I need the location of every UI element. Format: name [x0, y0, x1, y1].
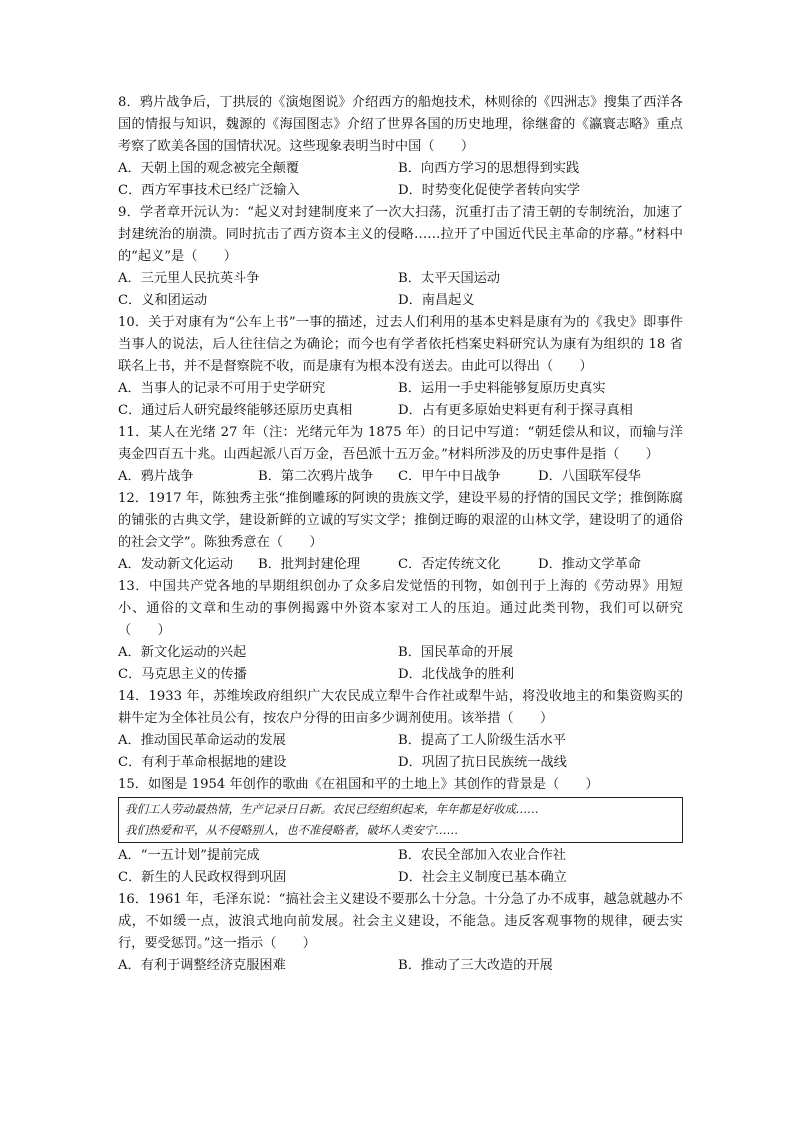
option-d: D．巩固了抗日民族统一战线 — [398, 755, 567, 770]
lyrics-line: 我们热爱和平，从不侵略别人，也不准侵略者，破坏人类安宁…… — [125, 823, 459, 837]
option-b: B．运用一手史料能够复原历史真实 — [398, 381, 606, 396]
question-13 — [118, 576, 683, 686]
question-stem: 15．如图是 1954 年创作的歌曲《在祖国和平的土地上》其创作的背景是（ ） — [118, 777, 599, 792]
question-8 — [118, 92, 683, 202]
song-lyrics-box — [118, 797, 683, 843]
option-d: D．推动文学革命 — [538, 557, 641, 572]
option-b: B．批判封建伦理 — [258, 557, 361, 572]
option-b: B．第二次鸦片战争 — [258, 469, 374, 484]
option-c: C．新生的人民政权得到巩固 — [118, 870, 287, 885]
question-14 — [118, 686, 683, 774]
question-12 — [118, 488, 683, 576]
option-b: B．国民革命的开展 — [398, 645, 514, 660]
option-d: D．时势变化促使学者转向实学 — [398, 183, 581, 198]
question-stem: 14．1933 年，苏维埃政府组织广大农民成立犁牛合作社或犁牛站，将没收地主的和集资购买的耕牛定为全体社员公有，按农户分得的田亩多少调剂使用。该举措（ ） — [118, 689, 683, 726]
question-options — [118, 268, 683, 312]
question-options — [118, 554, 683, 576]
option-a: A．有利于调整经济克服困难 — [118, 958, 286, 973]
option-b: B．农民全部加入农业合作社 — [398, 848, 566, 863]
option-a: A．“一五计划”提前完成 — [118, 848, 260, 863]
option-c: C．否定传统文化 — [398, 557, 501, 572]
question-stem: 16．1961 年，毛泽东说：“搞社会主义建设不要那么十分急。十分急了办不成事，越急就越办不成，不如缓一点，波浪式地向前发展。社会主义建设，不能急。违反客观事物的规律，硬去实行，要受惩罚。”这一指示（ ） — [118, 892, 683, 951]
option-a: A．推动国民革命运动的发展 — [118, 733, 286, 748]
option-c: C．有利于革命根据地的建设 — [118, 755, 287, 770]
option-d: D．南昌起义 — [398, 293, 475, 308]
question-options — [118, 730, 683, 774]
option-c: C．西方军事技术已经广泛输入 — [118, 183, 300, 198]
question-stem: 12．1917 年，陈独秀主张“推倒雕琢的阿谀的贵族文学，建设平易的抒情的国民文学；推倒陈腐的铺张的古典文学，建设新鲜的立诚的写实文学；推倒迂晦的艰涩的山林文学，建设明了的通俗的社会文学”。陈独秀意在（ ） — [118, 491, 683, 550]
option-b: B．推动了三大改造的开展 — [398, 958, 553, 973]
question-stem: 11．某人在光绪 27 年（注：光绪元年为 1875 年）的日记中写道：“朝廷偿从和议，而输与洋夷金四百五十兆。山西起派八百万金，吾邑派十五万金。”材料所涉及的历史事件是指（ ） — [118, 425, 683, 462]
question-options — [118, 642, 683, 686]
option-a: A．三元里人民抗英斗争 — [118, 271, 260, 286]
question-options — [118, 955, 683, 977]
option-a: A．发动新文化运动 — [118, 557, 234, 572]
question-stem: 9．学者章开沅认为：“起义对封建制度来了一次大扫荡，沉重打击了清王朝的专制统治，加速了封建统治的崩溃。同时抗击了西方资本主义的侵略……拉开了中国近代民主革命的序幕。”材料中的“起义”是（ ） — [118, 205, 683, 264]
option-d: D．占有更多原始史料更有利于探寻真相 — [398, 403, 633, 418]
option-b: B．向西方学习的思想得到实践 — [398, 161, 580, 176]
option-c: C．通过后人研究最终能够还原历史真相 — [118, 403, 353, 418]
question-11 — [118, 422, 683, 488]
option-b: B．太平天国运动 — [398, 271, 501, 286]
question-stem: 8．鸦片战争后，丁拱辰的《演炮图说》介绍西方的船炮技术，林则徐的《四洲志》搜集了西洋各国的情报与知识，魏源的《海国图志》介绍了世界各国的历史地理，徐继畲的《瀛寰志略》重点考察了欧美各国的国情状况。这些现象表明当时中国（ ） — [118, 95, 683, 154]
option-c: C．义和团运动 — [118, 293, 208, 308]
question-list — [118, 92, 683, 977]
question-stem: 13．中国共产党各地的早期组织创办了众多启发觉悟的刊物，如创刊于上海的《劳动界》用短小、通俗的文章和生动的事例揭露中外资本家对工人的压迫。通过此类刊物，我们可以研究（ ） — [118, 579, 683, 638]
question-9 — [118, 202, 683, 312]
option-c: C．马克思主义的传播 — [118, 667, 247, 682]
option-d: D．北伐战争的胜利 — [398, 667, 515, 682]
question-15 — [118, 774, 683, 889]
question-options — [118, 378, 683, 422]
question-options — [118, 158, 683, 202]
option-a: A．当事人的记录不可用于史学研究 — [118, 381, 326, 396]
question-stem: 10．关于对康有为“公车上书”一事的描述，过去人们利用的基本史料是康有为的《我史》即事件当事人的说法，后人往往信之为确论；而今也有学者依托档案史料研究认为康有为组织的 18 省联名上书，并不是督察院不收，而是康有为根本没有送去。由此可以得出（ ） — [118, 315, 683, 374]
lyrics-line: 我们工人劳动最热情，生产记录日日新。农民已经组织起来，年年都是好收成…… — [125, 802, 539, 816]
question-options — [118, 466, 683, 488]
option-a: A．新文化运动的兴起 — [118, 645, 247, 660]
question-16 — [118, 889, 683, 977]
option-a: A．鸦片战争 — [118, 469, 194, 484]
option-d: D．社会主义制度已基本确立 — [398, 870, 567, 885]
question-10 — [118, 312, 683, 422]
option-d: D．八国联军侵华 — [538, 469, 641, 484]
option-a: A．天朝上国的观念被完全颠覆 — [118, 161, 299, 176]
question-options — [118, 845, 683, 889]
option-b: B．提高了工人阶级生活水平 — [398, 733, 566, 748]
option-c: C．甲午中日战争 — [398, 469, 501, 484]
